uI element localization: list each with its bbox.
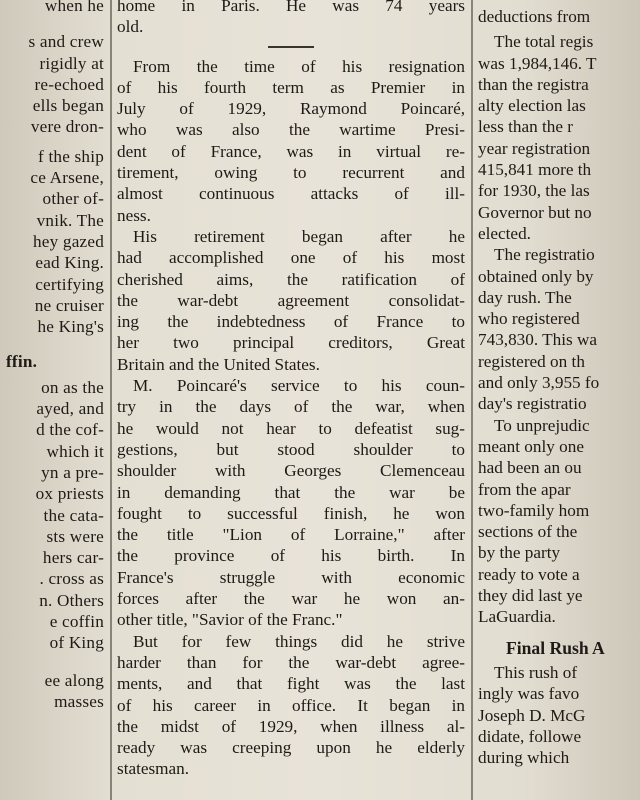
text-line: d the cof-	[36, 420, 104, 440]
left-column	[0, 0, 104, 800]
text-line: dent of France, was in virtual re-	[117, 141, 465, 161]
text-line: July of 1929, Raymond Poincaré,	[117, 99, 465, 119]
text-line: from the apar	[478, 479, 571, 499]
text-line: 415,841 more th	[478, 160, 592, 180]
text-line: 743,830. This wa	[478, 330, 598, 350]
text-line: of his fourth term as Premier in	[117, 77, 465, 97]
text-line: had accomplished one of his most	[117, 248, 465, 268]
text-line: LaGuardia.	[478, 607, 556, 627]
text-line: But for few things did he strive	[133, 631, 465, 651]
text-line: home in Paris. He was 74 years	[117, 0, 465, 15]
text-line: re-echoed	[34, 74, 104, 94]
text-line: ready was creeping upon he elderly	[117, 738, 465, 758]
middle-column	[117, 0, 465, 800]
text-line: s and crew	[28, 32, 104, 52]
text-line: he King's	[37, 317, 104, 337]
text-line: masses	[54, 691, 104, 711]
text-line: year registration	[478, 138, 591, 158]
text-line: of his career in office. It began in	[117, 695, 465, 715]
column-rule-left	[110, 0, 112, 800]
text-line: the war-debt agreement consolidat-	[117, 290, 465, 310]
text-line	[0, 138, 104, 146]
text-line: ready to vote a	[478, 564, 580, 584]
paragraph-1	[117, 56, 465, 226]
text-line: of King	[49, 633, 104, 653]
paragraph-2	[117, 226, 465, 375]
text-line: who was also the wartime Presi-	[117, 120, 465, 140]
text-line: on as the	[41, 377, 104, 397]
section-separator	[268, 46, 314, 48]
text-line: ingly was favo	[478, 684, 580, 704]
text-line: vnik. The	[36, 210, 104, 230]
text-line	[0, 654, 104, 670]
text-line: To unprejudic	[494, 415, 590, 435]
text-line: Governor but no	[478, 202, 592, 222]
text-line: sts were	[46, 526, 104, 546]
text-line: From the time of his resignation	[133, 56, 465, 76]
text-line: registered on th	[478, 351, 585, 371]
text-line: certifying	[35, 274, 104, 294]
text-line: Joseph D. McG	[478, 705, 586, 725]
text-line: during which	[478, 748, 570, 768]
text-line: f the ship	[38, 146, 104, 166]
text-line: the midst of 1929, when illness al-	[117, 716, 465, 736]
text-line: in demanding that the war be	[117, 482, 465, 502]
text-line: ead King.	[35, 253, 104, 273]
subheading: Final Rush A	[506, 637, 605, 658]
text-line: old.	[117, 17, 144, 37]
text-line: yn a pre-	[41, 462, 104, 482]
text-line: two-family hom	[478, 500, 590, 520]
text-line: deductions from	[478, 7, 591, 26]
paragraph-4	[117, 631, 465, 780]
text-line: they did last ye	[478, 586, 583, 606]
text-line: shoulder with Georges Clemenceau	[117, 461, 465, 481]
text-line: the title "Lion of Lorraine," after	[117, 525, 465, 545]
text-line: day rush. The	[478, 287, 572, 307]
text-line: the province of his birth. In	[117, 546, 465, 566]
text-line: hers car-	[42, 548, 104, 568]
text-line: when he	[44, 0, 104, 15]
text-line: e coffin	[49, 612, 104, 632]
text-line: try in the days of the war, when	[117, 397, 465, 417]
text-line: . cross as	[39, 569, 104, 589]
text-line: France's struggle with economic	[117, 567, 465, 587]
text-line: ells began	[32, 96, 104, 116]
text-line: alty election las	[478, 96, 586, 116]
text-line: The total regis	[494, 32, 594, 52]
text-line: n. Others	[39, 590, 104, 610]
text-line: This rush of	[494, 662, 578, 682]
text-line: sections of the	[478, 522, 578, 542]
right-column	[478, 0, 640, 800]
text-line: other title, "Savior of the Franc."	[117, 610, 343, 630]
text-line: vere dron-	[30, 117, 104, 137]
text-line: for 1930, the las	[478, 181, 590, 201]
text-line: hey gazed	[33, 231, 104, 251]
text-line: which it	[46, 441, 104, 461]
text-line: elected.	[478, 223, 531, 243]
paragraph-3	[117, 375, 465, 631]
text-line: had been an ou	[478, 458, 582, 478]
text-line: Britain and the United States.	[117, 354, 320, 374]
text-line: less than the r	[478, 117, 573, 137]
text-line: ayed, and	[36, 399, 104, 419]
text-line: her two principal creditors, Great	[117, 333, 465, 353]
text-line: ments, and that fight was the last	[117, 674, 465, 694]
text-line: ee along	[44, 670, 104, 690]
text-line: gestions, but stood shoulder to	[117, 439, 465, 459]
text-line: didate, followe	[478, 726, 582, 746]
text-line: than the registra	[478, 74, 589, 94]
text-line: ce Arsene,	[30, 168, 104, 188]
text-line: he would not hear to defeatist sug-	[117, 418, 465, 438]
column-rule-right	[471, 0, 473, 800]
text-line: ne cruiser	[34, 295, 104, 315]
text-line: tirement, owing to recurrent and	[117, 163, 465, 183]
text-line: ness.	[117, 205, 151, 225]
text-line: rigidly at	[39, 53, 104, 73]
text-line: forces after the war he won an-	[117, 589, 465, 609]
text-line: who registered	[478, 309, 580, 329]
text-line: fought to successful finish, he won	[117, 503, 465, 523]
text-line: statesman.	[117, 759, 190, 779]
text-line: was 1,984,146. T	[478, 53, 597, 73]
text-line: harder than for the war-debt agree-	[117, 652, 465, 672]
text-line: meant only one	[478, 436, 584, 456]
text-line: His retirement began after he	[133, 226, 465, 246]
text-line: M. Poincaré's service to his coun-	[133, 376, 465, 396]
text-line: the cata-	[43, 505, 104, 525]
text-line: and only 3,955 fo	[478, 373, 600, 393]
text-line: by the party	[478, 543, 561, 563]
text-line: ox priests	[35, 484, 104, 504]
text-line: other of-	[42, 189, 104, 209]
text-line: day's registratio	[478, 394, 587, 414]
subheading: ffin.	[6, 352, 38, 372]
text-line: obtained only by	[478, 266, 594, 286]
text-line: The registratio	[494, 245, 595, 265]
text-line: almost continuous attacks of ill-	[117, 184, 465, 204]
text-line: cherished aims, the ratification of	[117, 269, 465, 289]
text-line: ing the indebtedness of France to	[117, 312, 465, 332]
